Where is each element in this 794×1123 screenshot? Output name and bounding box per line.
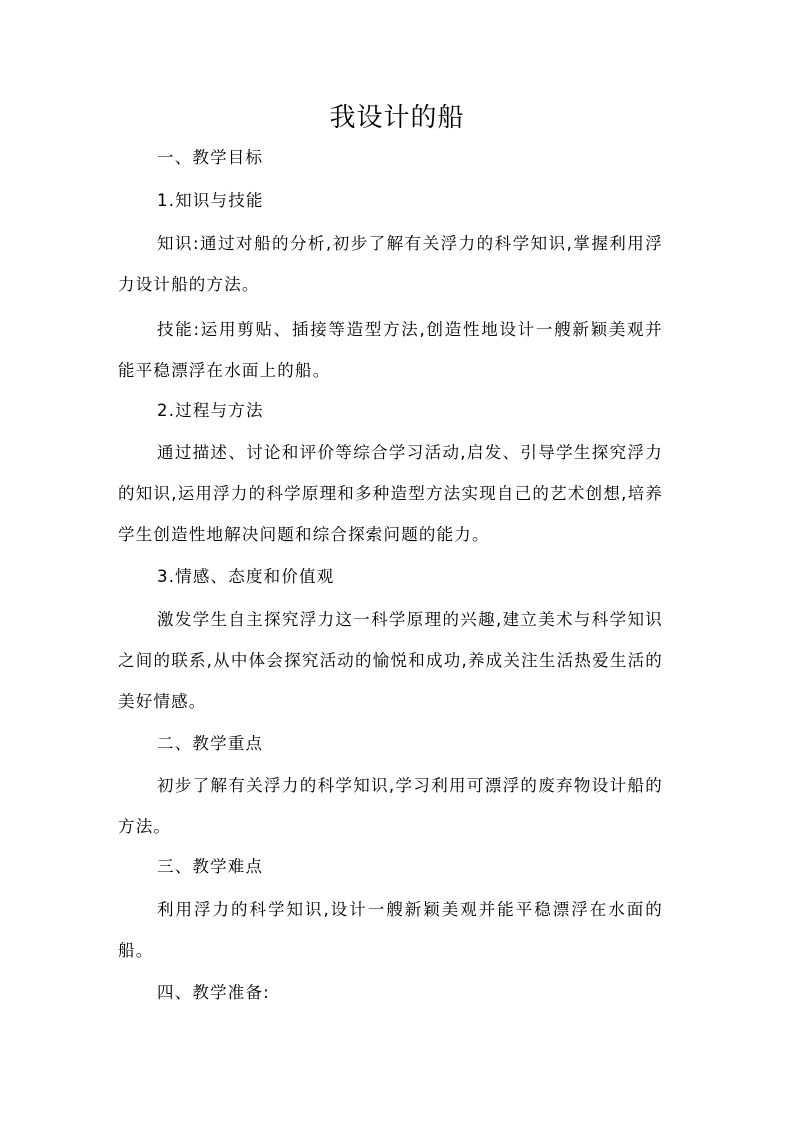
- paragraph-skills: 技能:运用剪贴、插接等造型方法,创造性地设计一艘新颖美观并能平稳漂浮在水面上的船。: [118, 320, 663, 380]
- subheading-emotion-values: 3.情感、态度和价值观: [157, 567, 335, 586]
- section-heading-objectives: 一、教学目标: [157, 148, 264, 167]
- section-heading-difficulties: 三、教学难点: [157, 857, 264, 876]
- subheading-process-methods: 2.过程与方法: [157, 401, 264, 420]
- section-heading-key-points: 二、教学重点: [157, 734, 264, 753]
- paragraph-key-points: 初步了解有关浮力的科学知识,学习利用可漂浮的废弃物设计船的方法。: [118, 776, 663, 836]
- paragraph-difficulties: 利用浮力的科学知识,设计一艘新颖美观并能平稳漂浮在水面的船。: [118, 900, 663, 960]
- paragraph-knowledge: 知识:通过对船的分析,初步了解有关浮力的科学知识,掌握利用浮力设计船的方法。: [118, 234, 663, 294]
- paragraph-emotion: 激发学生自主探究浮力这一科学原理的兴趣,建立美术与科学知识之间的联系,从中体会探究活动的愉悦和成功,养成关注生活热爱生活的美好情感。: [118, 610, 663, 711]
- section-heading-preparation: 四、教学准备:: [157, 983, 270, 1002]
- document-title: 我设计的船: [329, 103, 465, 133]
- paragraph-process: 通过描述、讨论和评价等综合学习活动,启发、引导学生探究浮力的知识,运用浮力的科学原理和多种造型方法实现自己的艺术创想,培养学生创造性地解决问题和综合探索问题的能力。: [118, 443, 663, 544]
- subheading-knowledge-skills: 1.知识与技能: [157, 191, 264, 210]
